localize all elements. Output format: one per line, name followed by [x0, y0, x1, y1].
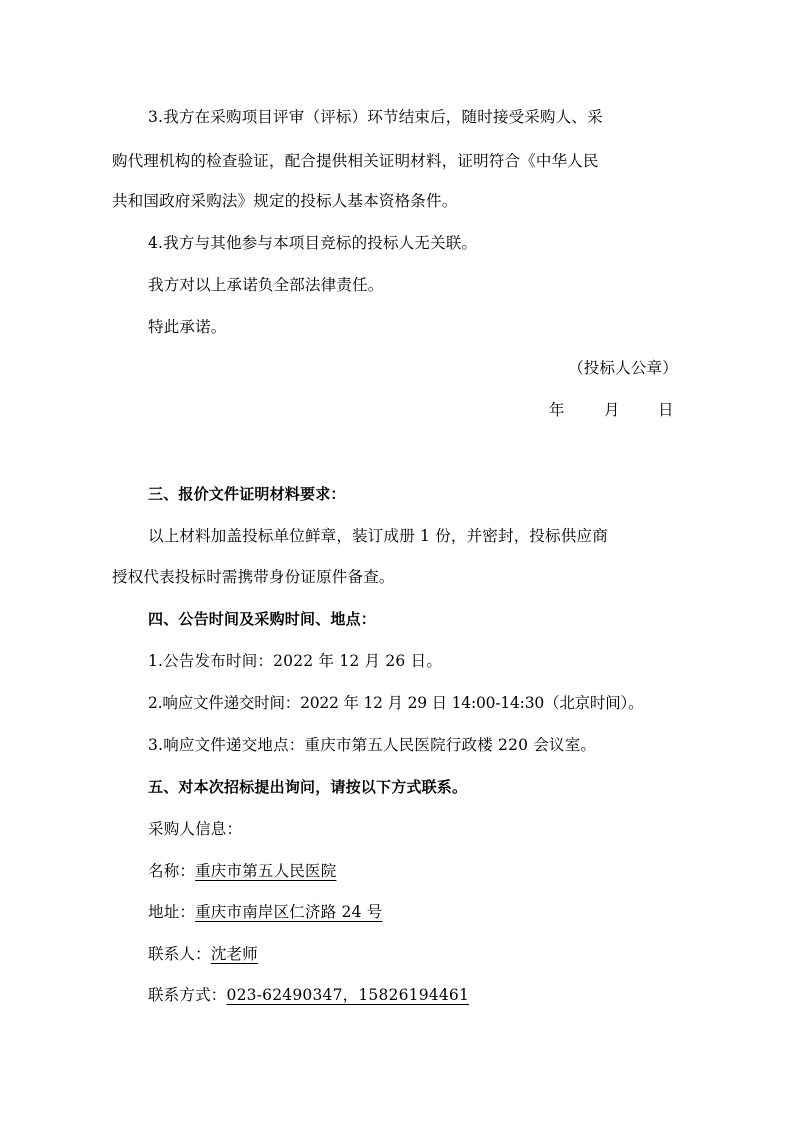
- section4-heading: 四、公告时间及采购时间、地点：: [148, 610, 377, 628]
- purchaser-phone-value: 023-62490347，15826194461: [226, 986, 470, 1004]
- section4-item2: 2.响应文件递交时间：2022 年 12 月 29 日 14:00-14:30（北京时间）。: [148, 694, 644, 712]
- commitment-item3-line2: 购代理机构的检查验证，配合提供相关证明材料，证明符合《中华人民: [112, 152, 599, 170]
- purchaser-name-row: [148, 859, 678, 883]
- purchaser-contact-value: 沈老师: [210, 945, 258, 963]
- purchaser-name-value: 重庆市第五人民医院: [195, 862, 337, 880]
- section3-text-line2: 授权代表投标时需携带身份证原件备查。: [112, 568, 395, 586]
- date-day-label: 日: [658, 401, 674, 419]
- purchaser-address-label: 地址：: [148, 903, 196, 921]
- purchaser-info-label: 采购人信息：: [148, 820, 243, 838]
- liability-statement: 我方对以上承诺负全部法律责任。: [148, 276, 384, 294]
- purchaser-address-value: 重庆市南岸区仁济路 24 号: [195, 903, 383, 921]
- date-year-label: 年: [549, 401, 565, 419]
- commitment-item3-line1: 3.我方在采购项目评审（评标）环节结束后，随时接受采购人、采: [148, 108, 603, 126]
- purchaser-contact-label: 联系人：: [148, 945, 211, 963]
- commitment-item3-line3: 共和国政府采购法》规定的投标人基本资格条件。: [112, 192, 458, 210]
- purchaser-address-row: [148, 900, 678, 924]
- section4-item3: 3.响应文件递交地点：重庆市第五人民医院行政楼 220 会议室。: [148, 736, 597, 754]
- purchaser-phone-label: 联系方式：: [148, 986, 227, 1004]
- section3-heading: 三、报价文件证明材料要求：: [148, 485, 346, 503]
- seal-label: （投标人公章）: [568, 359, 678, 377]
- date-month-label: 月: [604, 401, 620, 419]
- section3-text-line1: 以上材料加盖投标单位鲜章，装订成册 1 份，并密封，投标供应商: [148, 527, 608, 545]
- closing-statement: 特此承诺。: [148, 318, 227, 336]
- commitment-item4: 4.我方与其他参与本项目竞标的投标人无关联。: [148, 234, 478, 252]
- purchaser-name-label: 名称：: [148, 862, 196, 880]
- section5-heading: 五、对本次招标提出询问，请按以下方式联系。: [148, 778, 468, 796]
- purchaser-phone-row: [148, 983, 678, 1007]
- purchaser-contact-row: [148, 942, 678, 966]
- section4-item1: 1.公告发布时间：2022 年 12 月 26 日。: [148, 652, 443, 670]
